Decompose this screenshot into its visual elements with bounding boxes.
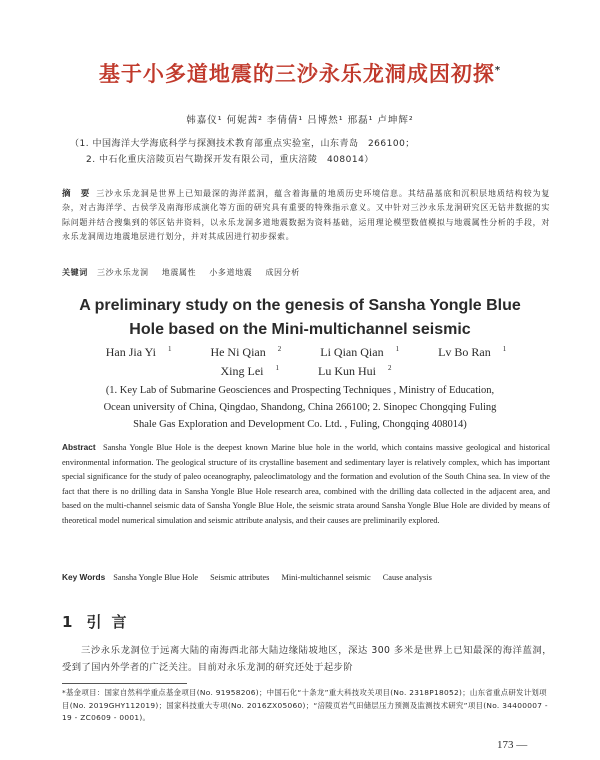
chinese-abstract-label: 摘 要 [62, 189, 91, 199]
page-number: 173 — [497, 739, 528, 751]
english-title-line-1: A preliminary study on the genesis of Sansha Yongle Blue [79, 297, 521, 314]
section-number: 1 [62, 613, 73, 631]
chinese-title [0, 58, 600, 88]
funding-mark: * [494, 65, 502, 76]
english-keywords-label: Key Words [62, 572, 106, 582]
english-abstract [62, 440, 550, 529]
funding-footnote: *基金项目：国家自然科学重点基金项目(No. 91958206)；中国石化“十条龙”重大科技攻关项目(No. 2318P18052)；山东省重点研发计划项目(No. 2019GHY112019)；国家科技重大专项(No. 2016ZX05060)；“涪陵页岩气田储层压力预测及监测技术研究”项目(No. 34400007 - 19 - ZC0609 - 0001)。 [62, 688, 548, 723]
english-keywords [62, 572, 550, 582]
english-keyword: Mini-multichannel seismic [281, 573, 371, 582]
footnote-divider [62, 683, 187, 684]
english-author: Lu Kun Hui $^2$ [318, 364, 392, 378]
chinese-keywords [62, 267, 550, 278]
chinese-affiliation-1: （1. 中国海洋大学海底科学与探测技术教育部重点实验室，山东青岛 266100； [70, 139, 415, 149]
body-paragraph: 三沙永乐龙洞位于远离大陆的南海西北部大陆边缘陆坡地区，深达 300 多米是世界上已知最深的海洋蓝洞，受到了国内外学者的广泛关注。目前对永乐龙洞的研究还处于起步阶 [62, 645, 552, 673]
section-title: 引言 [86, 613, 137, 631]
english-title-line-2: Hole based on the Mini-multichannel seismic [129, 321, 471, 338]
chinese-title-text: 基于小多道地震的三沙永乐龙洞成因初探 [98, 62, 495, 86]
english-author: Xing Lei $^1$ [220, 364, 279, 378]
chinese-keywords-label: 关键词 [62, 268, 88, 277]
chinese-keyword: 成因分析 [265, 268, 300, 277]
chinese-keyword: 三沙永乐龙洞 [96, 268, 149, 277]
english-author: He Ni Qian $^2$ [210, 345, 282, 359]
english-keyword: Sansha Yongle Blue Hole [113, 573, 199, 582]
chinese-affiliation-2: 2. 中石化重庆涪陵页岩气勘探开发有限公司，重庆涪陵 408014） [86, 155, 374, 165]
english-abstract-text: Sansha Yongle Blue Hole is the deepest known Marine blue hole in the world, which contains massive geological and historical environmental information. The geological structure of its crystalline basement and sedimentary layer is relatively complex, which has important special significance for the study of paleo oceanography, paleoclimatology and the formation and evolution of the South China sea. In view of the fact that there is no drilling data in Sansha Yongle Blue Hole research area, combined with the drilling data collected in the adjacent area, and based on the multi-channel seismic data of Sansha Yongle Blue Hole, the seismic strata around Sansha Yongle Blue Hole are divided by means of theoretical model numerical simulation and seismic attribute analysis, and their causes are preliminarily explored. [62, 443, 551, 525]
english-affiliation-1: (1. Key Lab of Submarine Geosciences and Prospecting Techniques , Ministry of Education, [105, 385, 495, 396]
chinese-keyword: 地震属性 [161, 268, 197, 277]
english-keyword: Seismic attributes [210, 573, 270, 582]
english-authors-line-2 [0, 364, 600, 379]
chinese-keyword: 小多道地震 [209, 268, 253, 277]
chinese-abstract [62, 187, 550, 245]
english-author: Han Jia Yi $^1$ [105, 345, 172, 359]
section-heading [62, 611, 136, 632]
english-authors-line-1 [0, 345, 600, 360]
english-abstract-label: Abstract [62, 442, 96, 452]
english-affiliation-3: Shale Gas Exploration and Development Co. Ltd. , Fuling, Chongqing 408014) [133, 419, 467, 430]
english-author: Li Qian Qian $^1$ [320, 345, 400, 359]
chinese-authors: 韩嘉仪¹ 何妮茜² 李倩倩¹ 吕博然¹ 邢磊¹ 卢坤辉² [186, 115, 414, 126]
english-affiliation-2: Ocean university of China, Qingdao, Shandong, China 266100; 2. Sinopec Chongqing Fuling [103, 402, 497, 413]
english-author: Lv Bo Ran $^1$ [438, 345, 507, 359]
english-keyword: Cause analysis [382, 573, 432, 582]
chinese-abstract-text: 三沙永乐龙洞是世界上已知最深的海洋蓝洞，蕴含着海量的地质历史环境信息。其结晶基底和沉积层地质结构较为复杂，对古海洋学、古侯学及南海形成演化等方面的研究具有重要的特殊指示意义。又中针对三沙永乐龙洞研究区无钻井数据的实际问题并结合搜集到的邻区钻井资料，以永乐龙洞多道地震数据为资料基础，运用理论模型数值模拟与地震属性分析的手段，对永乐龙洞周边地震地层进行划分，并对其成因进行初步探索。 [62, 189, 550, 242]
